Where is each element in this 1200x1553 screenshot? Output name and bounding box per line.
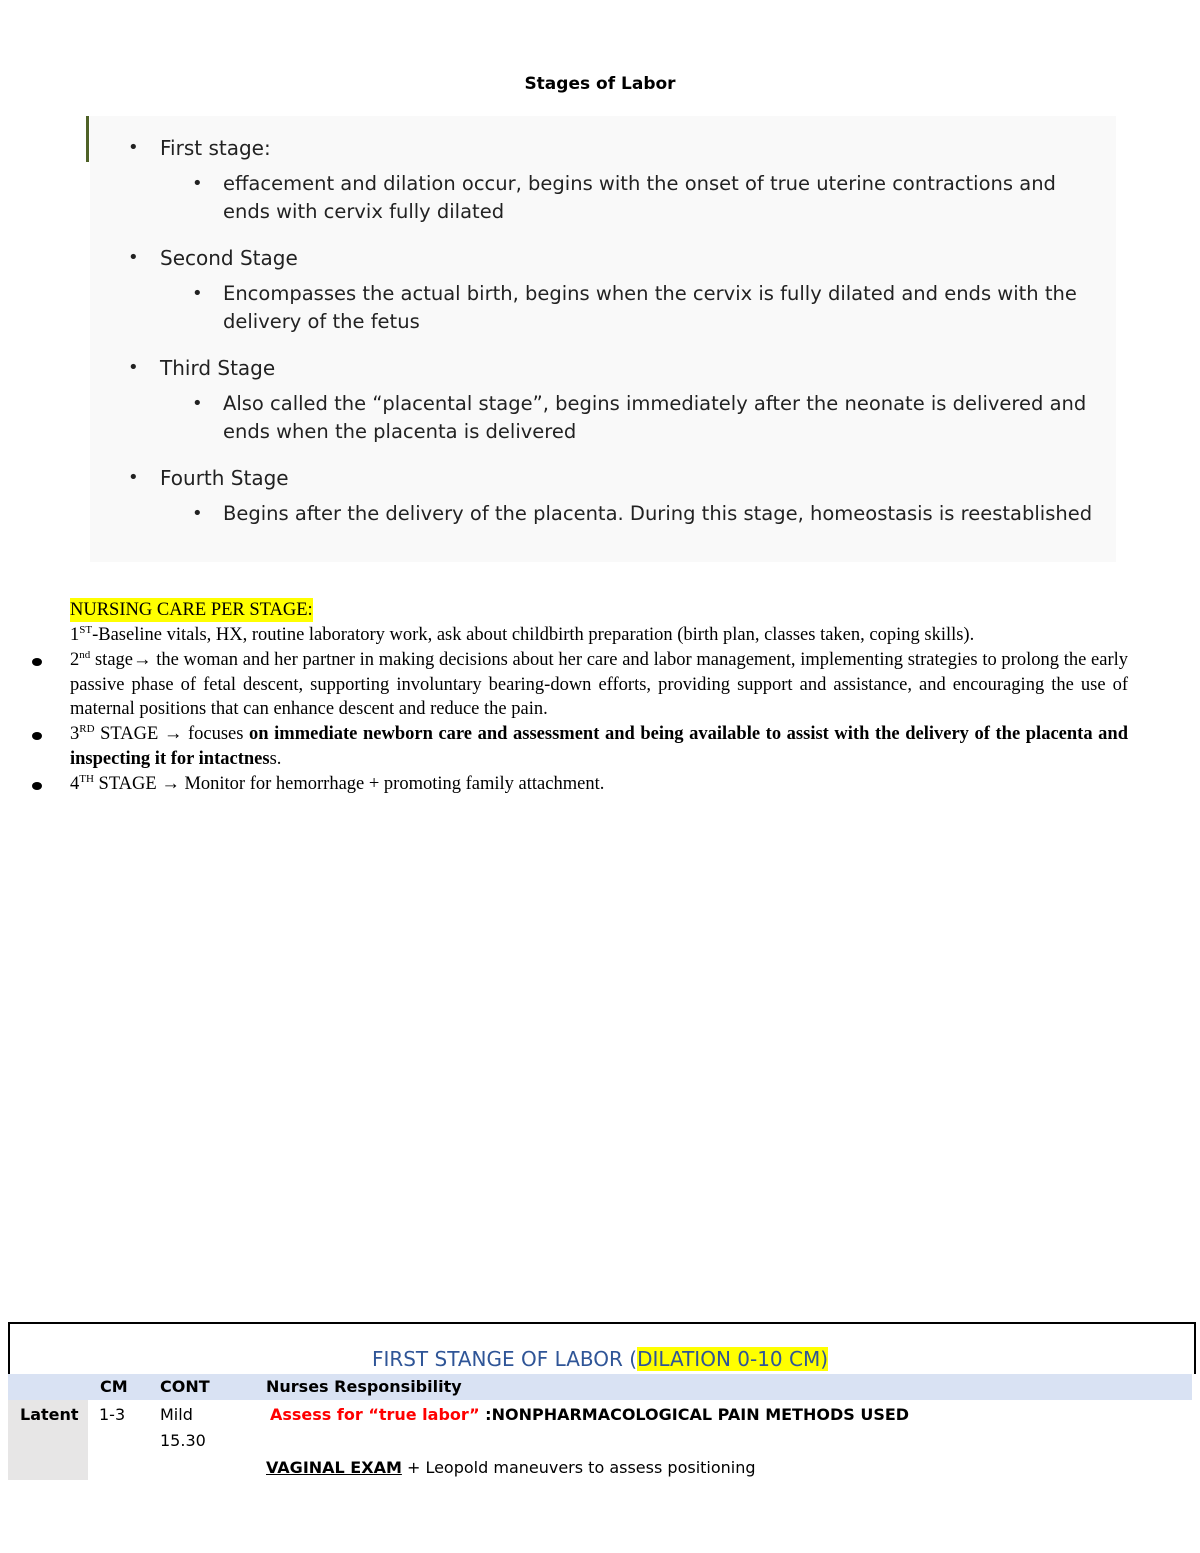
slide-accent-bar	[86, 116, 89, 162]
cont-value-2: 15.30	[160, 1431, 206, 1450]
header-cm: CM	[100, 1377, 128, 1396]
stage-description: Begins after the delivery of the placenta. During this stage, homeostasis is reestablished	[223, 502, 1093, 525]
bullet-icon: •	[128, 247, 139, 268]
nursing-second-stage: 2nd stage→ the woman and her partner in making decisions about her care and labor management, implementing strategies to prolong the early passive phase of fetal descent, supporting involuntary bearing-down efforts, providing support and assistance, and encouraging the use of maternal positions that can enhance descent and reduce the pain.	[70, 648, 1129, 719]
arrow-right-icon: →	[161, 774, 180, 794]
bullet-icon: •	[192, 503, 203, 524]
stage-description: Also called the “placental stage”, begins immediately after the neonate is delivered and ends when the placenta is delivered	[223, 392, 1087, 443]
stage-description: Encompasses the actual birth, begins when the cervix is fully dilated and ends with the delivery of the fetus	[223, 282, 1077, 333]
bullet-icon	[32, 782, 42, 790]
bullet-icon: •	[128, 357, 139, 378]
stage-heading: Third Stage	[160, 356, 276, 380]
header-nurses-responsibility: Nurses Responsibility	[266, 1377, 462, 1396]
stage-heading: Second Stage	[160, 246, 298, 270]
header-cont: CONT	[160, 1377, 210, 1396]
cont-value: Mild	[160, 1405, 193, 1424]
cm-value: 1-3	[99, 1405, 126, 1424]
responsibility-assess: Assess for “true labor” :NONPHARMACOLOGICAL PAIN METHODS USED	[270, 1405, 910, 1424]
bullet-icon: •	[128, 467, 139, 488]
bullet-icon: •	[192, 283, 203, 304]
phase-latent: Latent	[20, 1405, 79, 1424]
responsibility-exam: VAGINAL EXAM + Leopold maneuvers to assess positioning	[266, 1458, 756, 1477]
bullet-icon: •	[192, 173, 203, 194]
nursing-fourth-stage: 4TH STAGE → Monitor for hemorrhage + promoting family attachment.	[70, 772, 605, 794]
arrow-right-icon: →	[163, 724, 183, 744]
nursing-first-stage: 1ST-Baseline vitals, HX, routine laboratory work, ask about childbirth preparation (birth plan, classes taken, coping skills).	[70, 623, 975, 645]
nursing-care-heading: NURSING CARE PER STAGE:	[70, 600, 313, 620]
stage-heading: Fourth Stage	[160, 466, 289, 490]
bullet-icon	[32, 732, 42, 740]
table-title: FIRST STANGE OF LABOR (DILATION 0-10 CM)	[371, 1347, 829, 1371]
arrow-right-icon: →	[133, 650, 152, 670]
stages-slide	[90, 116, 1116, 562]
stage-description: effacement and dilation occur, begins with the onset of true uterine contractions and ends with cervix fully dilated	[223, 172, 1056, 223]
bullet-icon	[32, 658, 42, 666]
stage-heading: First stage:	[160, 136, 271, 160]
bullet-icon: •	[192, 393, 203, 414]
bullet-icon: •	[128, 137, 139, 158]
document-title: Stages of Labor	[524, 74, 676, 94]
nursing-third-stage: 3RD STAGE → focuses on immediate newborn care and assessment and being available to assist with the delivery of the placenta and inspecting it for intactness.	[70, 722, 1128, 769]
